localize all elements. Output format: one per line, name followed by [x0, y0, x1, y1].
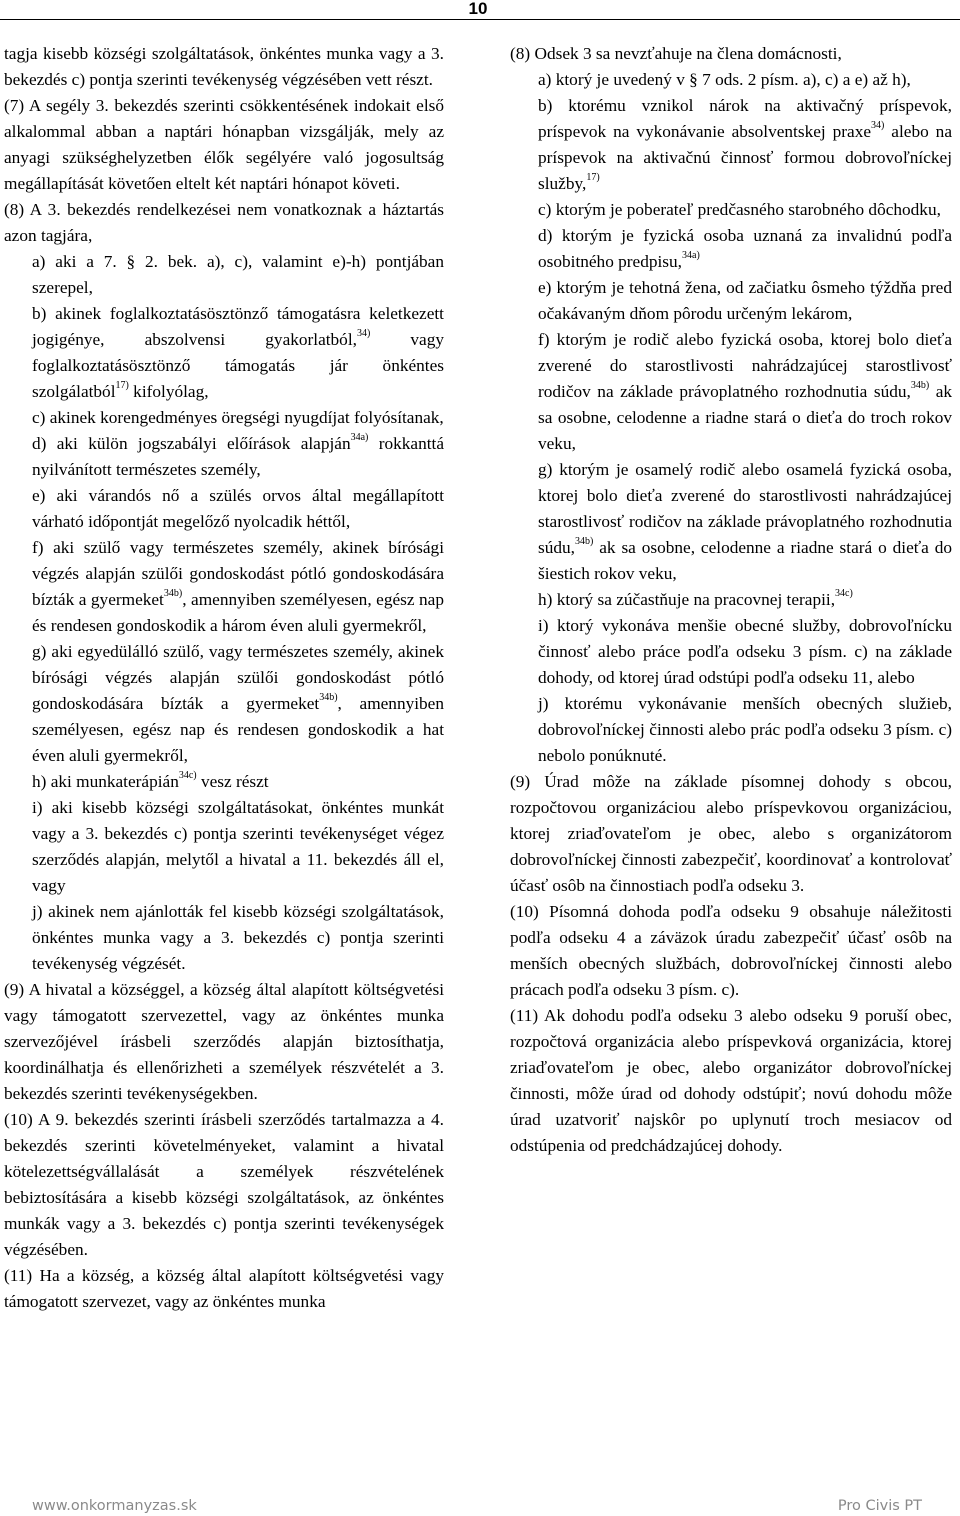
list-item — [510, 93, 952, 197]
paragraph: (9) A hivatal a községgel, a község által alapított költségvetési vagy támogatott szervezettel, vagy az önkéntes munka szervezőjével írásbeli szerződés alapján biztosíthatja, koordinálhatja és ellenőrizheti a személyek részvételét a 3. bekezdés szerinti tevékenységekben. — [4, 980, 444, 1103]
text: alebo na príspevok na aktivačnú činnosť formou dobrovoľníckej služby, — [538, 122, 952, 193]
footnote-ref: 34b) — [163, 588, 183, 599]
list-item — [4, 769, 444, 795]
text: h) ktorý sa zúčastňuje na pracovnej terapii, — [538, 590, 836, 609]
list-item: e) ktorým je tehotná žena, od začiatku ôsmeho týždňa pred očakávaným dňom pôrodu určeným lekárom, — [538, 278, 952, 323]
text: d) aki külön jogszabályi előírások alapján — [32, 434, 351, 453]
paragraph: (11) Ak dohodu podľa odseku 3 alebo odseku 9 poruší obec, rozpočtová organizácia alebo príspevková organizácia, ktorej zriaďovateľom je obec, alebo organizátor dobrovoľníckej činnosti, môže úrad od dohody odstúpiť; novú dohodu môže úrad uzatvoriť najskôr po uplynutí troch mesiacov od odstúpenia od predchádzajúcej dohody. — [510, 1006, 952, 1155]
text: vesz részt — [196, 772, 269, 791]
list-item: j) ktorému vykonávanie menších obecných služieb, dobrovoľníckej činnosti alebo prác podľa odseku 3 písm. c) nebolo ponúknuté. — [538, 694, 952, 765]
footnote-ref: 34a) — [682, 250, 700, 261]
left-column-hungarian — [4, 41, 444, 1315]
page-number: 10 — [468, 0, 488, 18]
list-item — [4, 535, 444, 639]
text: rokkanttá nyilvánított természetes személy, — [32, 434, 444, 479]
list-item — [510, 327, 952, 457]
list-item: a) aki a 7. § 2. bek. a), c), valamint e)-h) pontjában szerepel, — [32, 252, 444, 297]
list-item: i) ktorý vykonáva menšie obecné služby, dobrovoľnícku činnosť alebo práce podľa odseku 3 písm. c) na základe dohody, od ktorej úrad odstúpi podľa odseku 11, alebo — [538, 616, 952, 687]
text: b) akinek foglalkoztatásösztönző támogatásra keletkezett jogigénye, abszolvensi gyakorlatból, — [32, 304, 444, 349]
footnote-ref: 34) — [356, 328, 371, 339]
header-rule — [0, 19, 960, 20]
list-item: i) aki kisebb községi szolgáltatásokat, önkéntes munkát vagy a 3. bekezdés c) pontja szerinti tevékenységet végez szerződés alapján, melytől a hivatal a 11. bekezdés áll el, vagy — [32, 798, 444, 895]
paragraph: tagja kisebb községi szolgáltatások, önkéntes munka vagy a 3. bekezdés c) pontja szerinti tevékenység végzésében vett részt. — [4, 44, 444, 89]
footnote-ref: 17) — [586, 172, 600, 183]
footnote-ref: 34b) — [319, 692, 338, 703]
paragraph: (10) Písomná dohoda podľa odseku 9 obsahuje náležitosti podľa odseku 4 a záväzok úradu zabezpečiť účasť osôb na menších obecných službách, dobrovoľníckej činnosti alebo prácach podľa odseku 3 písm. c). — [510, 902, 952, 999]
paragraph: (10) A 9. bekezdés szerinti írásbeli szerződés tartalmazza a 4. bekezdés szerinti követelményeket, valamint a hivatal kötelezettségvállalását a személyek részvételének bebiztosítására a kisebb községi szolgáltatások, az önkéntes munkák vagy a 3. bekezdés c) pontja szerinti tevékenységek végzésében. — [4, 1110, 444, 1259]
text: b) ktorému vznikol nárok na aktivačný príspevok, príspevok na vykonávanie absolventskej praxe — [538, 96, 952, 141]
footer-publisher: Pro Civis PT — [837, 1498, 922, 1514]
list-item: j) akinek nem ajánlották fel kisebb községi szolgáltatások, önkéntes munka vagy a 3. bekezdés c) pontja szerinti tevékenység végzését. — [32, 902, 444, 973]
footer-website: www.onkormanyzas.sk — [32, 1498, 197, 1514]
list-item — [510, 587, 952, 613]
page-header — [0, 0, 960, 20]
list-item: c) ktorým je poberateľ predčasného starobného dôchodku, — [538, 200, 941, 219]
list-item — [4, 639, 444, 769]
text: ak sa osobne, celodenne a riadne stará o dieťa do šiestich rokov veku, — [538, 538, 952, 583]
text: f) ktorým je rodič alebo fyzická osoba, ktorej bolo dieťa zverené do starostlivosti nahrádzajúcej starostlivosť rodičov na základe právoplatného rozhodnutia súdu, — [538, 330, 952, 401]
text: , amennyiben személyesen, egész nap és rendesen gondoskodik a három éven aluli gyermekről, — [32, 590, 444, 635]
footnote-ref: 34b) — [910, 380, 930, 391]
text: , amennyiben személyesen, egész nap és rendesen gondoskodik a hat éven aluli gyermekről, — [32, 694, 444, 765]
paragraph: (8) Odsek 3 sa nevzťahuje na člena domácnosti, — [510, 44, 842, 63]
list-item — [510, 457, 952, 587]
paragraph: (9) Úrad môže na základe písomnej dohody s obcou, rozpočtovou organizáciou alebo príspevkovou organizáciou, ktorej zriaďovateľom je obec, alebo s organizátorom dobrovoľníckej činnosti zabezpečiť, koordinovať a kontrolovať účasť osôb na činnostiach podľa odseku 3. — [510, 772, 952, 895]
paragraph: (11) Ha a község, a község által alapított költségvetési vagy támogatott szervezet, vagy az önkéntes munka — [4, 1266, 444, 1311]
list-item: e) aki várandós nő a szülés orvos által megállapított várható időpontját megelőző nyolcadik héttől, — [32, 486, 444, 531]
list-item: a) ktorý je uvedený v § 7 ods. 2 písm. a), c) a e) až h), — [538, 70, 911, 89]
footnote-ref: 34b) — [574, 536, 594, 547]
footnote-ref: 34c) — [178, 770, 197, 781]
footnote-ref: 34) — [871, 120, 885, 131]
footnote-ref: 34c) — [835, 588, 853, 599]
text: ak sa osobne, celodenne a riadne stará o dieťa do troch rokov veku, — [538, 382, 953, 453]
paragraph: (7) A segély 3. bekezdés szerinti csökkentésének indokait első alkalommal abban a naptári hónapban vizsgálják, mely az anyagi szükséghelyzetben élők segélyére való jogosultság megállapítását követően eltelt két naptári hónapot követi. — [4, 96, 444, 193]
right-column-slovak — [510, 41, 952, 1159]
paragraph: (8) A 3. bekezdés rendelkezései nem vonatkoznak a háztartás azon tagjára, — [4, 200, 444, 245]
list-item — [4, 431, 444, 483]
text: kifolyólag, — [128, 382, 209, 401]
text: g) aki egyedülálló szülő, vagy természetes személy, akinek bírósági végzés alapján szülői gondoskodást pótló gondoskodására bízták a gyermeket — [32, 642, 444, 713]
text: g) ktorým je osamelý rodič alebo osamelá fyzická osoba, ktorej bolo dieťa zverené do starostlivosti nahrádzajúcej starostlivosť rodičov na základe právoplatného rozhodnutia súdu, — [538, 460, 952, 557]
text: h) aki munkaterápián — [32, 772, 179, 791]
list-item: c) akinek korengedményes öregségi nyugdíjat folyósítanak, — [32, 408, 444, 427]
text: vagy foglalkoztatásösztönző támogatás jár önkéntes szolgálatból — [32, 330, 444, 401]
page-footer — [0, 1498, 960, 1516]
text: f) aki szülő vagy természetes személy, akinek bírósági végzés alapján szülői gondoskodást pótló gondoskodására bízták a gyermeket — [32, 538, 444, 609]
list-item — [510, 223, 952, 275]
list-item — [4, 301, 444, 405]
footnote-ref: 17) — [115, 380, 129, 391]
text: d) ktorým je fyzická osoba uznaná za invalidnú podľa osobitného predpisu, — [538, 226, 952, 271]
footnote-ref: 34a) — [350, 432, 369, 443]
